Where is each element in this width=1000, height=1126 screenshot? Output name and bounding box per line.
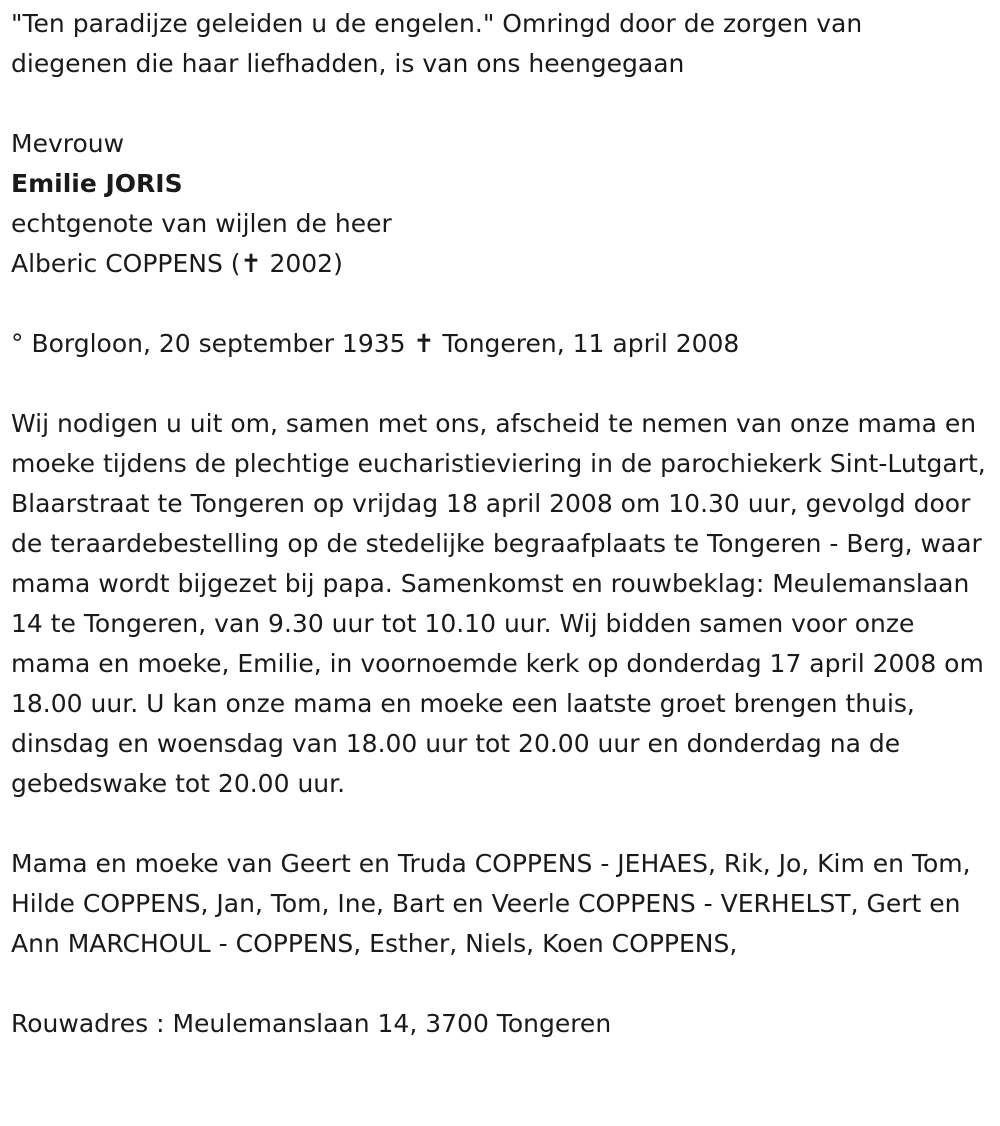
obituary-text — [11, 4, 994, 1044]
mourning-address: Rouwadres : Meulemanslaan 14, 3700 Tongeren — [11, 1009, 612, 1038]
spacer — [11, 284, 986, 324]
invitation-paragraph: Wij nodigen u uit om, samen met ons, afscheid te nemen van onze mama en moeke tijdens de plechtige eucharistieviering in de parochiekerk Sint-Lutgart, Blaarstraat te Tongeren op vrijdag 18 april 2008 om 10.30 uur, gevolgd door de teraardebestelling op de stedelijke begraafplaats te Tongeren - Berg, waar mama wordt bijgezet bij papa. Samenkomst en rouwbeklag: Meulemanslaan 14 te Tongeren, van 9.30 uur tot 10.10 uur. Wij bidden samen voor onze mama en moeke, Emilie, in voornoemde kerk op donderdag 17 april 2008 om 18.00 uur. U kan onze mama en moeke een laatste groet brengen thuis, dinsdag en woensdag van 18.00 uur tot 20.00 uur en donderdag na de gebedswake tot 20.00 uur. — [11, 409, 994, 798]
honorific: Mevrouw — [11, 129, 125, 158]
spacer — [11, 804, 986, 844]
spacer — [11, 964, 986, 1004]
family-paragraph: Mama en moeke van Geert en Truda COPPENS - JEHAES, Rik, Jo, Kim en Tom, Hilde COPPENS, Jan, Tom, Ine, Bart en Veerle COPPENS - VERHELST, Gert en Ann MARCHOUL - COPPENS, Esther, Niels, Koen COPPENS, — [11, 849, 979, 958]
spacer — [11, 84, 986, 124]
birth-death-dates: ° Borgloon, 20 september 1935 ✝ Tongeren, 11 april 2008 — [11, 329, 740, 358]
intro-paragraph: "Ten paradijze geleiden u de engelen." Omringd door de zorgen van diegenen die haar liefhadden, is van ons heengegaan — [11, 9, 871, 78]
spouse-line-1: echtgenote van wijlen de heer — [11, 209, 392, 238]
deceased-name: Emilie JORIS — [11, 169, 183, 198]
spacer — [11, 364, 986, 404]
spouse-line-2: Alberic COPPENS (✝ 2002) — [11, 249, 343, 278]
